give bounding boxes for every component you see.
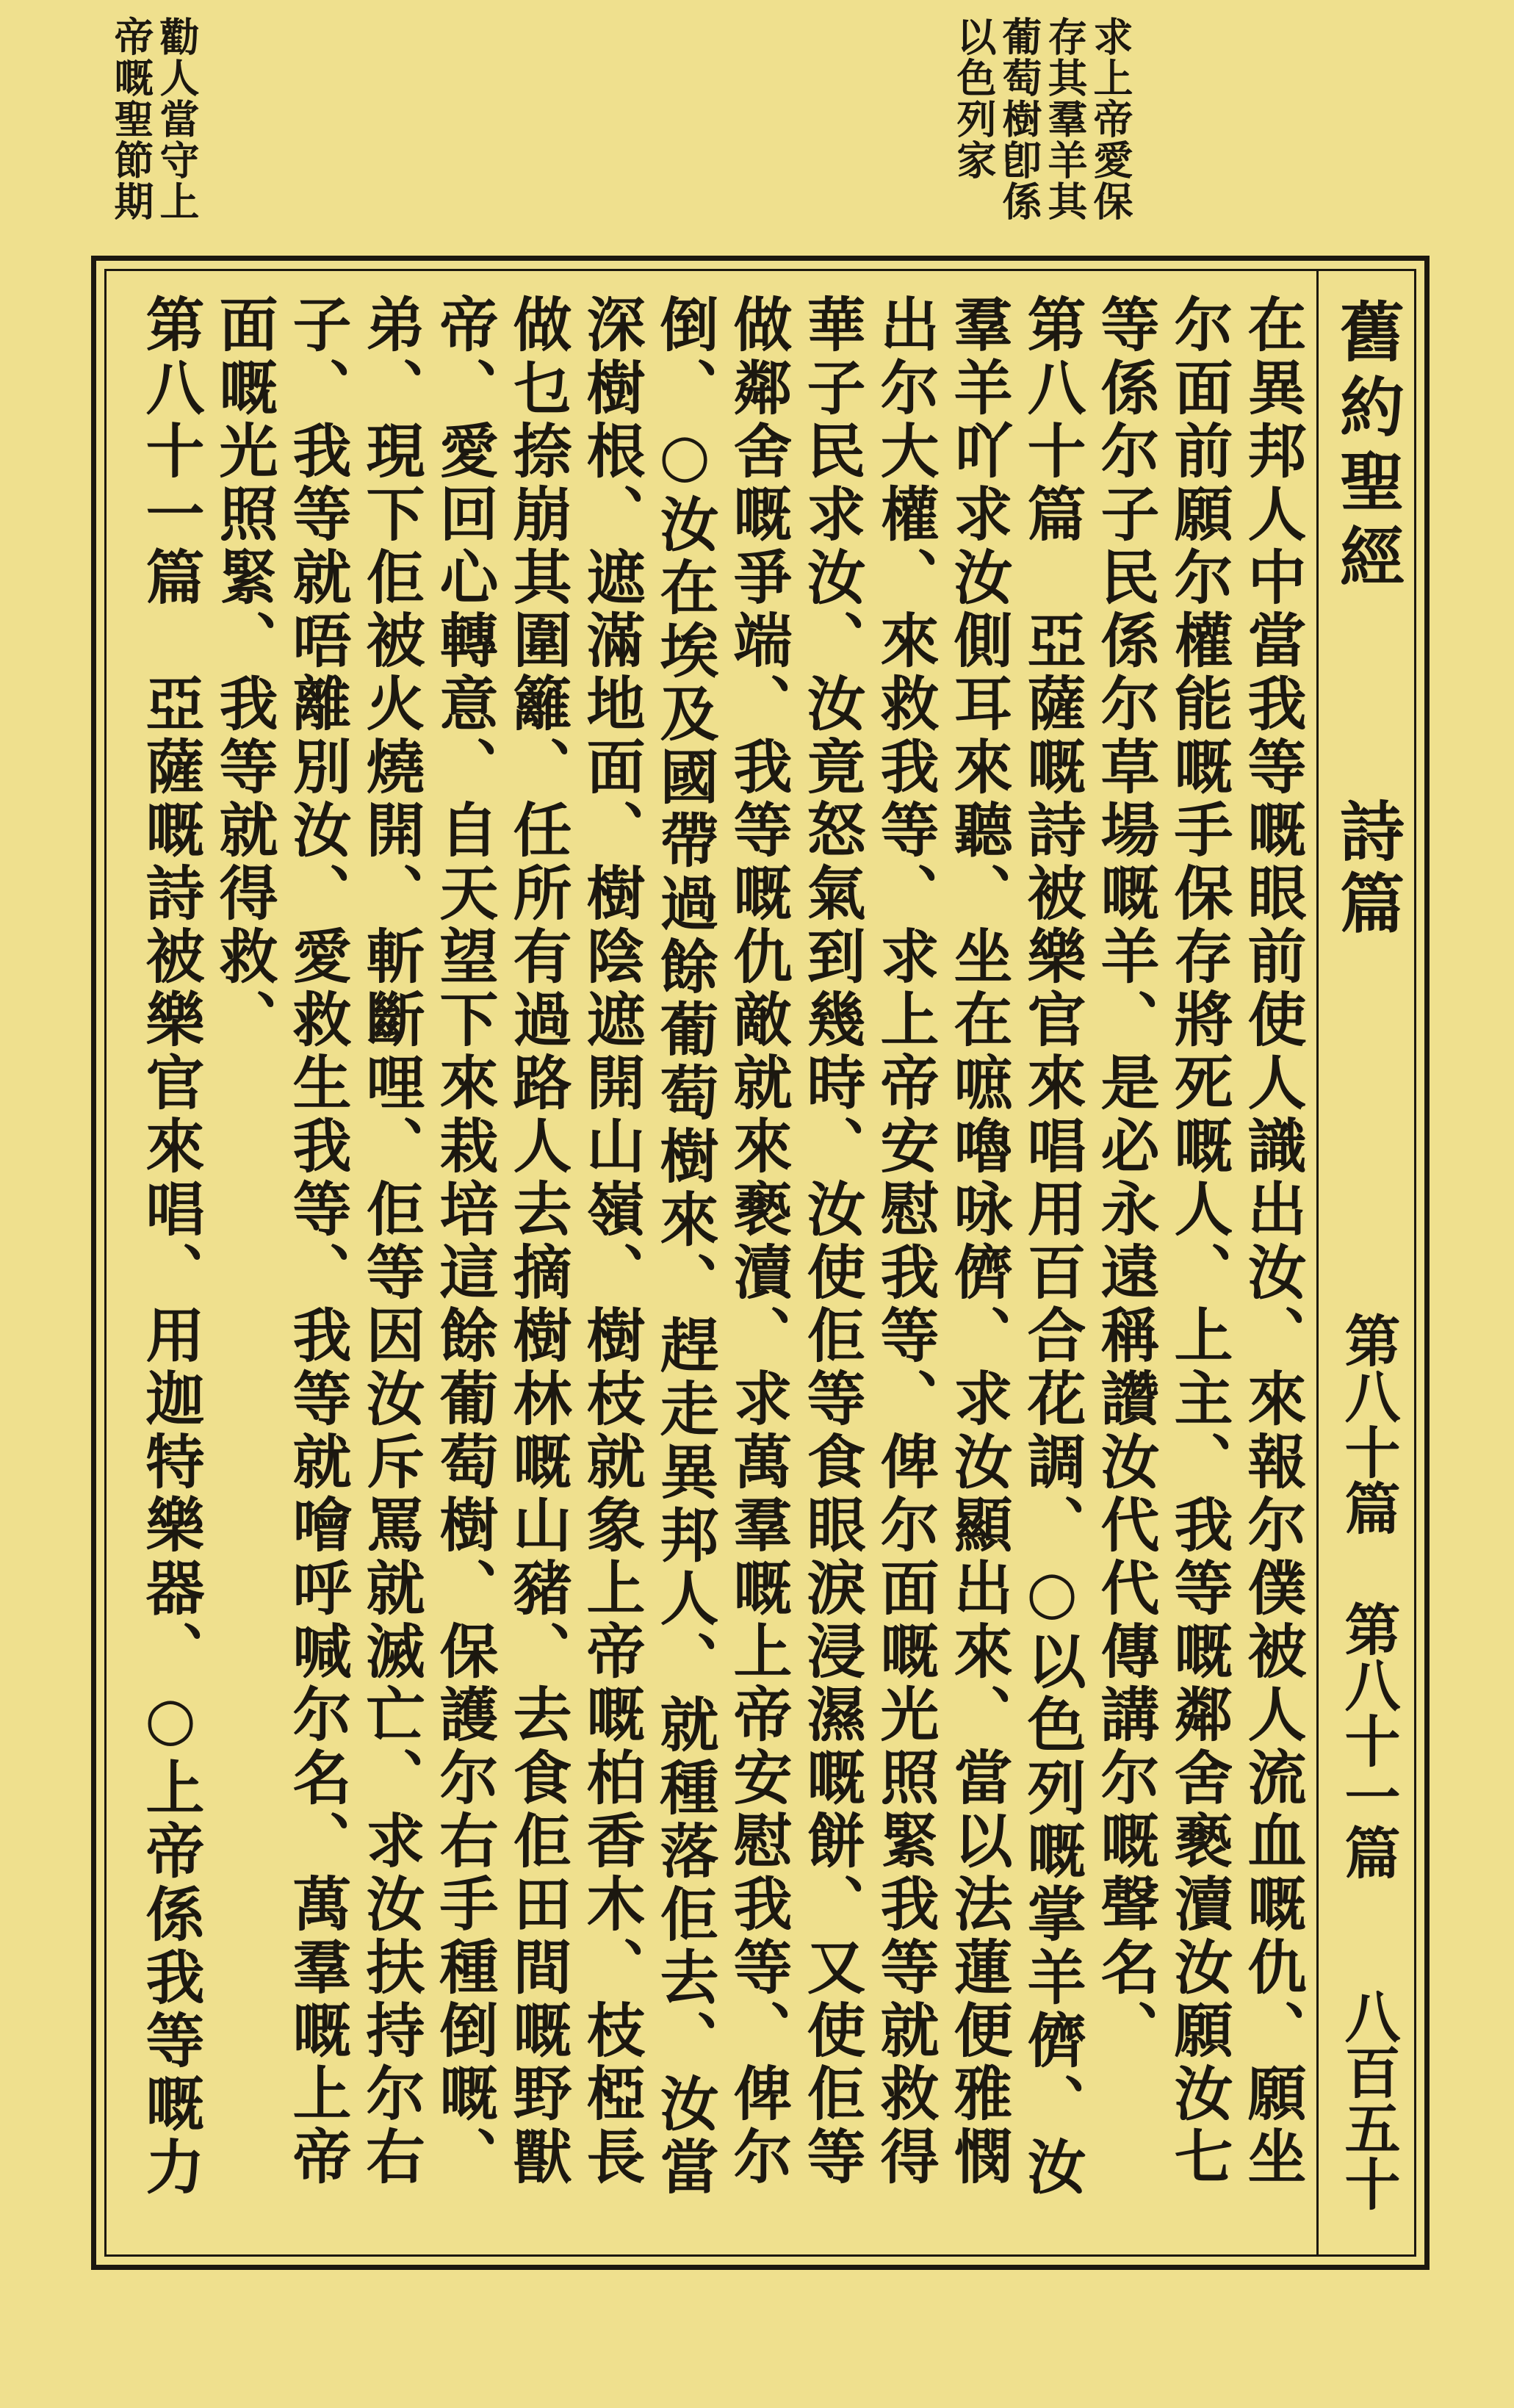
text-column: 等係尔子民係尔草場嘅羊、是必永遠稱讚汝代代傳講尔嘅聲名、 xyxy=(1091,294,1160,2063)
book-name: 詩篇 xyxy=(1330,798,1406,942)
page-number: 八百五十 xyxy=(1335,1988,1401,2211)
marginal-notes-right xyxy=(951,16,1133,251)
running-header xyxy=(1316,269,1416,2257)
book-title: 舊約聖經 xyxy=(1330,298,1406,598)
chapter-range: 第八十篇 第八十一篇 xyxy=(1335,1312,1401,1880)
text-column: 帝、愛回心轉意、自天望下來栽培這餘葡萄樹、保護尔右手種倒嘅、 xyxy=(430,294,499,2189)
text-column: 弟、現下佢被火燒開、斬斷哩、佢等因汝斥罵就滅亡、求汝扶持尔右 xyxy=(356,294,425,2189)
body-text xyxy=(134,294,1309,2233)
marginal-note-line: 求上帝愛保 xyxy=(1087,16,1134,222)
psalm-80-heading-column: 第八十篇 亞薩嘅詩被樂官來唱用百合花調、○以色列嘅掌羊儕、汝 xyxy=(1017,294,1086,2199)
text-column: 出尔大權、來救我等、求上帝安慰我等、俾尔面嘅光照緊我等就救得 xyxy=(870,294,940,2189)
marginal-note-line: 帝嘅聖節期 xyxy=(108,16,155,222)
text-column: 面嘅光照緊、我等就得救、 xyxy=(209,294,278,1052)
text-column: 華子民求汝、汝竟怒氣到幾時、汝使佢等食眼淚浸濕嘅餅、又使佢等 xyxy=(797,294,866,2189)
text-column: 尔面前願尔權能嘅手保存將死嘅人、上主、我等嘅鄰舍褻瀆汝願汝七 xyxy=(1164,294,1233,2189)
marginal-note-line: 葡萄樹卽係 xyxy=(996,16,1043,222)
text-column: 子、我等就唔離別汝、愛救生我等、我等就噲呼喊尔名、萬羣嘅上帝 xyxy=(283,294,352,2189)
marginal-notes-left xyxy=(109,16,200,251)
marginal-note-line: 勸人當守上 xyxy=(154,16,201,222)
text-column: 倒、○汝在埃及國帶過餘葡萄樹來、趕走異邦人、就種落佢去、汝當 xyxy=(650,294,719,2199)
marginal-note-line: 以色列家 xyxy=(951,16,998,181)
text-column: 做鄰舍嘅爭端、我等嘅仇敵就來褻瀆、求萬羣嘅上帝安慰我等、俾尔 xyxy=(724,294,793,2189)
text-column: 在異邦人中當我等嘅眼前使人識出汝、來報尔僕被人流血嘅仇、願坐 xyxy=(1238,294,1307,2189)
text-column: 做乜捺崩其圍籬、任所有過路人去摘樹林嘅山豬、去食佢田間嘅野獸 xyxy=(503,294,572,2189)
marginal-note-line: 存其羣羊其 xyxy=(1042,16,1089,222)
text-column: 深樹根、遮滿地面、樹陰遮開山嶺、樹枝就象上帝嘅柏香木、枝椏長 xyxy=(577,294,646,2189)
text-column: 羣羊吖求汝側耳來聽、坐在嗻嚕咏儕、求汝顯出來、當以法蓮便雅憫 xyxy=(944,294,1013,2189)
psalm-81-heading-column: 第八十一篇 亞薩嘅詩被樂官來唱、用迦特樂器、○上帝係我等嘅力 xyxy=(136,294,205,2199)
